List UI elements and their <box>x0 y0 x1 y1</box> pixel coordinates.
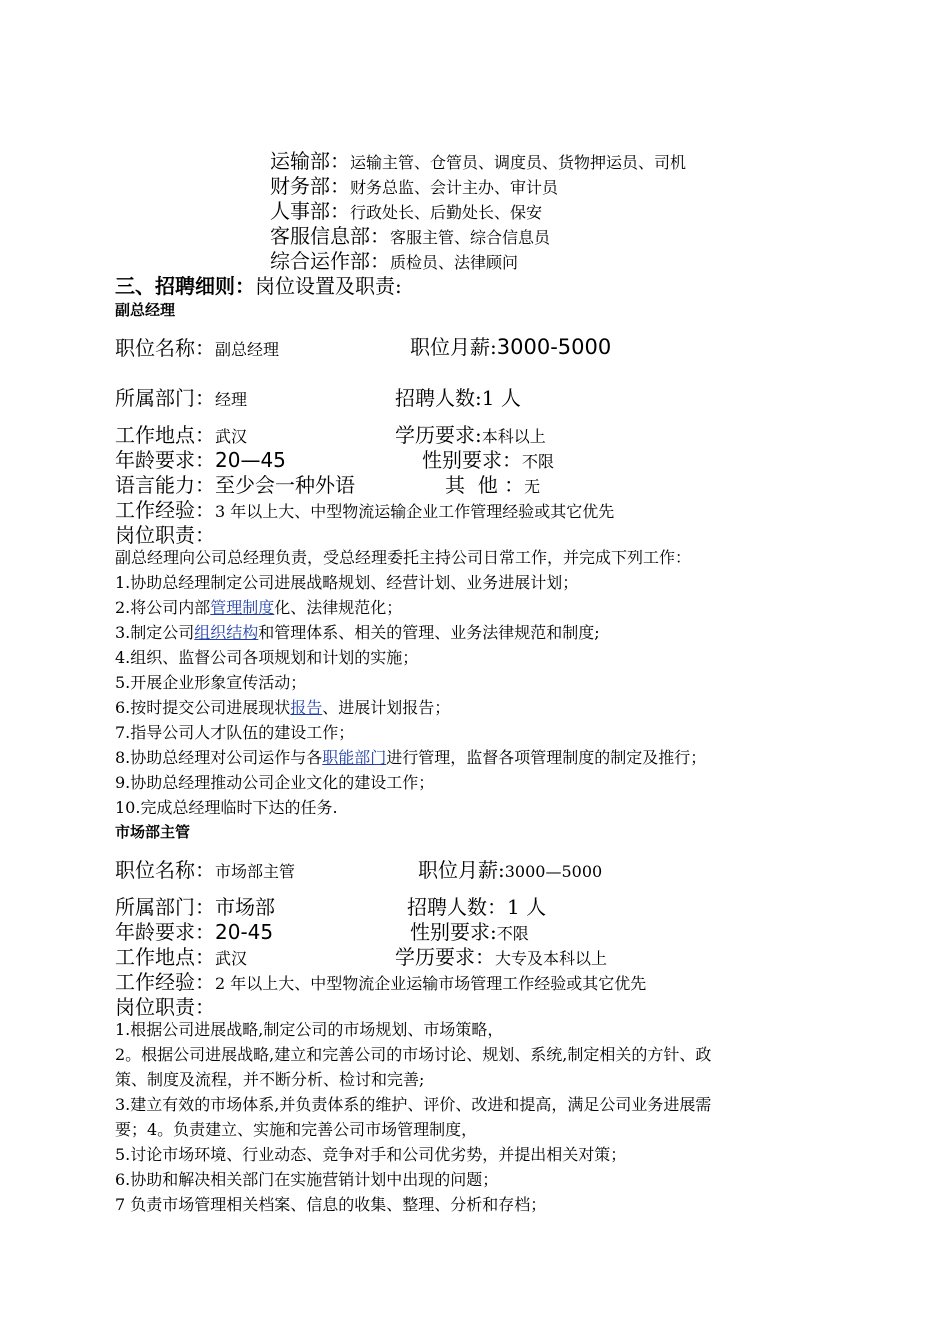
dept-line-finance <box>270 176 558 196</box>
field-value: 3 年以上大、中型物流运输企业工作管理经验或其它优先 <box>215 502 615 521</box>
job1-edu-row <box>395 425 546 445</box>
job1-duty-9: 9.协助总经理推动公司企业文化的建设工作； <box>115 773 435 792</box>
field-value: 20-45 <box>215 920 274 944</box>
duty-text: 化、法律规范化； <box>274 598 403 617</box>
field-label: 职位月薪: <box>410 335 497 359</box>
link-org-structure[interactable]: 组织结构 <box>194 623 259 642</box>
link-management-system[interactable]: 管理制度 <box>210 598 275 617</box>
duty-text: 3.制定公司 <box>115 623 195 642</box>
job2-dept-row <box>115 897 275 917</box>
duty-text: 进行管理，监督各项管理制度的制定及推行； <box>386 748 707 767</box>
duty-text: 、进展计划报告； <box>322 698 451 717</box>
job-title-deputy-gm: 副总经理 <box>115 301 176 319</box>
job2-age-row <box>115 922 273 942</box>
field-value: 本科以上 <box>481 427 546 446</box>
job2-experience-row <box>115 972 646 992</box>
field-value: 无 <box>524 477 541 496</box>
job2-salary-row <box>418 860 602 880</box>
job1-intro: 副总经理向公司总经理负责，受总经理委托主持公司日常工作，并完成下列工作： <box>115 548 692 567</box>
job1-duty-6 <box>115 700 450 716</box>
duty-text: 8.协助总经理对公司运作与各 <box>115 748 323 767</box>
dept-line-service <box>270 226 550 246</box>
job2-location-row <box>115 947 247 967</box>
field-label: 工作经验： <box>115 498 215 522</box>
job1-count-row <box>395 388 521 408</box>
job1-duty-4: 4.组织、监督公司各项规划和计划的实施； <box>115 648 419 667</box>
job1-duty-3 <box>115 625 600 641</box>
job1-experience-row <box>115 500 614 520</box>
duty-text: 2.将公司内部 <box>115 598 211 617</box>
job1-duty-7: 7.指导公司人才队伍的建设工作； <box>115 723 355 742</box>
dept-roles: 客服主管、综合信息员 <box>390 228 551 247</box>
field-label: 职位名称： <box>115 336 215 360</box>
field-label: 工作地点： <box>115 423 215 447</box>
section-heading-rest: 岗位设置及职责: <box>255 274 402 298</box>
duty-text: 6.按时提交公司进展现状 <box>115 698 291 717</box>
dept-roles: 质检员、法律顾问 <box>390 253 519 272</box>
dept-line-transport <box>270 151 686 171</box>
field-value: 市场部 <box>215 895 275 919</box>
job1-duties-label: 岗位职责： <box>115 523 215 547</box>
job2-duties-label: 岗位职责： <box>115 995 215 1019</box>
dept-roles: 运输主管、仓管员、调度员、货物押运员、司机 <box>350 153 687 172</box>
field-label: 招聘人数: <box>395 386 482 410</box>
field-label: 年龄要求： <box>115 448 215 472</box>
job1-age-row <box>115 450 286 470</box>
field-value: 20—45 <box>215 448 286 472</box>
dept-name: 人事部： <box>270 199 350 223</box>
job-title-marketing-supervisor: 市场部主管 <box>115 823 191 841</box>
field-label: 性别要求: <box>410 920 497 944</box>
field-value: 1 人 <box>481 386 521 410</box>
job1-dept-row <box>115 388 247 408</box>
link-functional-departments[interactable]: 职能部门 <box>322 748 387 767</box>
job2-duty-7: 7 负责市场管理相关档案、信息的收集、整理、分析和存档； <box>115 1195 547 1214</box>
job1-duty-2 <box>115 600 402 616</box>
field-label: 工作地点： <box>115 945 215 969</box>
dept-name: 财务部： <box>270 174 350 198</box>
field-label: 学历要求： <box>395 945 495 969</box>
field-value: 2 年以上大、中型物流企业运输市场管理工作经验或其它优先 <box>215 974 647 993</box>
job1-salary-row <box>410 337 611 358</box>
field-value: 1 人 <box>507 895 547 919</box>
job1-duty-5: 5.开展企业形象宣传活动； <box>115 673 307 692</box>
job1-duty-8 <box>115 750 706 766</box>
dept-line-hr <box>270 201 542 221</box>
job2-gender-row <box>410 922 529 942</box>
field-value: 副总经理 <box>215 340 280 359</box>
job1-other-row <box>445 475 540 495</box>
job2-duty-2-line1: 2。根据公司进展战略,建立和完善公司的市场讨论、规划、系统,制定相关的方针、政 <box>115 1045 712 1064</box>
field-value: 3000-5000 <box>496 335 612 359</box>
field-value: 3000—5000 <box>504 862 603 881</box>
field-value: 市场部主管 <box>215 862 296 881</box>
field-label: 性别要求： <box>422 448 522 472</box>
job2-duty-5: 5.讨论市场环境、行业动态、竞争对手和公司优劣势，并提出相关对策； <box>115 1145 627 1164</box>
link-report[interactable]: 报告 <box>290 698 323 717</box>
job1-duty-1: 1.协助总经理制定公司进展战略规划、经营计划、业务进展计划； <box>115 573 579 592</box>
field-label: 学历要求: <box>395 423 482 447</box>
field-label: 语言能力： <box>115 473 215 497</box>
field-value: 大专及本科以上 <box>495 949 608 968</box>
field-label: 职位月薪: <box>418 858 505 882</box>
field-label: 工作经验： <box>115 970 215 994</box>
field-label: 其 他 ： <box>445 473 525 497</box>
dept-name: 综合运作部： <box>270 249 390 273</box>
job1-location-row <box>115 425 247 445</box>
dept-roles: 行政处长、后勤处长、保安 <box>350 203 543 222</box>
job1-language-row <box>115 475 355 495</box>
field-value: 经理 <box>215 390 248 409</box>
job1-gender-row <box>422 450 554 470</box>
duty-text: 和管理体系、相关的管理、业务法律规范和制度; <box>258 623 600 642</box>
job2-count-row <box>407 897 546 917</box>
section-heading <box>115 276 402 296</box>
job1-duty-10: 10.完成总经理临时下达的任务. <box>115 798 338 817</box>
job1-name-row <box>115 338 279 358</box>
dept-name: 运输部： <box>270 149 350 173</box>
field-label: 年龄要求： <box>115 920 215 944</box>
field-value: 武汉 <box>215 949 248 968</box>
field-value: 不限 <box>522 452 555 471</box>
job2-duty-6: 6.协助和解决相关部门在实施营销计划中出现的问题； <box>115 1170 499 1189</box>
job2-name-row <box>115 860 295 880</box>
field-label: 职位名称： <box>115 858 215 882</box>
job2-edu-row <box>395 947 607 967</box>
field-label: 招聘人数： <box>407 895 507 919</box>
dept-roles: 财务总监、会计主办、审计员 <box>350 178 559 197</box>
field-value: 不限 <box>496 924 529 943</box>
field-label: 所属部门： <box>115 386 215 410</box>
job2-duty-3-line2: 要；4。负责建立、实施和完善公司市场管理制度， <box>115 1120 478 1139</box>
dept-line-operations <box>270 251 518 271</box>
field-value: 武汉 <box>215 427 248 446</box>
section-heading-bold: 三、招聘细则： <box>115 274 255 298</box>
field-value: 至少会一种外语 <box>215 473 355 497</box>
job2-duty-1: 1.根据公司进展战略,制定公司的市场规划、市场策略， <box>115 1020 504 1039</box>
field-label: 所属部门： <box>115 895 215 919</box>
job2-duty-2-line2: 策、制度及流程，并不断分析、检讨和完善; <box>115 1070 425 1089</box>
job2-duty-3-line1: 3.建立有效的市场体系,并负责体系的维护、评价、改进和提高，满足公司业务进展需 <box>115 1095 712 1114</box>
dept-name: 客服信息部： <box>270 224 390 248</box>
